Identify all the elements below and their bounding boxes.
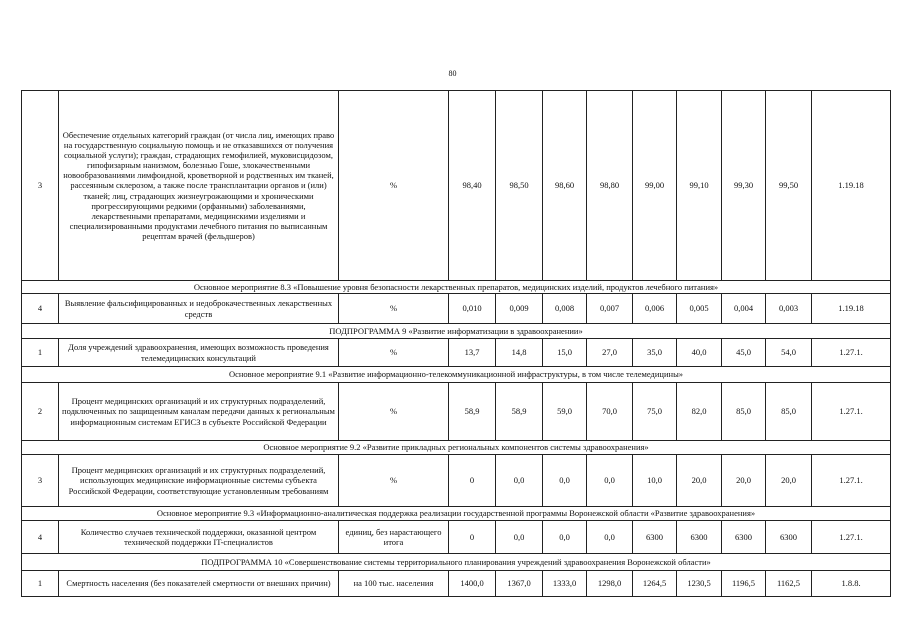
indicator-value: 59,0 bbox=[543, 383, 587, 441]
unit-of-measure: % bbox=[339, 294, 449, 324]
table-row bbox=[22, 294, 891, 324]
unit-of-measure: единиц, без нарастающего итога bbox=[339, 521, 449, 554]
indicator-name: Выявление фальсифицированных и недоброкачественных лекарственных средств bbox=[59, 294, 339, 324]
indicator-value: 0,010 bbox=[449, 294, 496, 324]
section-heading-row bbox=[22, 507, 891, 521]
indicator-value: 98,60 bbox=[543, 91, 587, 281]
indicator-value: 85,0 bbox=[766, 383, 812, 441]
indicator-value: 14,8 bbox=[496, 339, 543, 367]
section-heading-row bbox=[22, 441, 891, 455]
page-number: 80 bbox=[448, 69, 457, 78]
indicator-value: 54,0 bbox=[766, 339, 812, 367]
row-number: 4 bbox=[22, 521, 59, 554]
indicator-value: 13,7 bbox=[449, 339, 496, 367]
indicator-value: 99,00 bbox=[633, 91, 677, 281]
indicator-value: 82,0 bbox=[677, 383, 722, 441]
section-heading-row bbox=[22, 554, 891, 571]
indicator-value: 99,30 bbox=[722, 91, 766, 281]
indicators-table bbox=[21, 90, 891, 597]
indicator-name: Количество случаев технической поддержки, оказанной центром технической поддержки IT-специалистов bbox=[59, 521, 339, 554]
section-heading-row bbox=[22, 324, 891, 339]
indicator-value: 0,0 bbox=[587, 521, 633, 554]
indicator-value: 1162,5 bbox=[766, 571, 812, 597]
indicator-value: 35,0 bbox=[633, 339, 677, 367]
section-heading: Основное мероприятие 8.3 «Повышение уровня безопасности лекарственных препаратов, медицинских изделий, продуктов лечебного питания» bbox=[22, 281, 891, 294]
calculation-method-code: 1.8.8. bbox=[812, 571, 891, 597]
indicator-value: 0,0 bbox=[543, 521, 587, 554]
indicator-value: 0 bbox=[449, 521, 496, 554]
unit-of-measure: % bbox=[339, 91, 449, 281]
indicator-value: 0,0 bbox=[587, 455, 633, 507]
indicator-value: 45,0 bbox=[722, 339, 766, 367]
indicator-value: 0,009 bbox=[496, 294, 543, 324]
indicator-value: 0,0 bbox=[543, 455, 587, 507]
section-heading: ПОДПРОГРАММА 9 «Развитие информатизации в здравоохранении» bbox=[22, 324, 891, 339]
indicator-value: 1298,0 bbox=[587, 571, 633, 597]
indicator-value: 1400,0 bbox=[449, 571, 496, 597]
indicator-name: Процент медицинских организаций и их структурных подразделений, подключенных по защищенным каналам передачи данных к региональным информационным системам ЕГИСЗ в субъекте Российской Федерации bbox=[59, 383, 339, 441]
indicator-value: 1230,5 bbox=[677, 571, 722, 597]
calculation-method-code: 1.27.1. bbox=[812, 339, 891, 367]
indicator-value: 0,008 bbox=[543, 294, 587, 324]
indicator-value: 27,0 bbox=[587, 339, 633, 367]
row-number: 4 bbox=[22, 294, 59, 324]
calculation-method-code: 1.27.1. bbox=[812, 455, 891, 507]
section-heading: Основное мероприятие 9.2 «Развитие прикладных региональных компонентов системы здравоохранения» bbox=[22, 441, 891, 455]
section-heading: Основное мероприятие 9.3 «Информационно-аналитическая поддержка реализации государственной программы Воронежской области «Развитие здравоохранения» bbox=[22, 507, 891, 521]
indicator-value: 0,003 bbox=[766, 294, 812, 324]
indicator-value: 85,0 bbox=[722, 383, 766, 441]
calculation-method-code: 1.27.1. bbox=[812, 521, 891, 554]
indicator-value: 98,80 bbox=[587, 91, 633, 281]
indicator-value: 0,0 bbox=[496, 521, 543, 554]
indicator-value: 98,40 bbox=[449, 91, 496, 281]
row-number: 3 bbox=[22, 91, 59, 281]
row-number: 1 bbox=[22, 571, 59, 597]
calculation-method-code: 1.19.18 bbox=[812, 294, 891, 324]
indicator-value: 1367,0 bbox=[496, 571, 543, 597]
table-row bbox=[22, 455, 891, 507]
indicator-value: 15,0 bbox=[543, 339, 587, 367]
indicator-value: 75,0 bbox=[633, 383, 677, 441]
indicator-value: 99,10 bbox=[677, 91, 722, 281]
table-row bbox=[22, 91, 891, 281]
indicator-name: Процент медицинских организаций и их структурных подразделений, использующих медицинские информационные системы субъекта Российской Федерации, соответствующие установленным требованиям bbox=[59, 455, 339, 507]
indicator-value: 58,9 bbox=[449, 383, 496, 441]
indicator-value: 20,0 bbox=[722, 455, 766, 507]
section-heading: Основное мероприятие 9.1 «Развитие информационно-телекоммуникационной инфраструктуры, в том числе телемедицины» bbox=[22, 367, 891, 383]
table-row bbox=[22, 339, 891, 367]
indicator-name: Обеспечение отдельных категорий граждан (от числа лиц, имеющих право на государственную социальную помощь и не отказавшихся от получения социальной услуги); граждан, страдающих гемофилией, муковисцидозом, гипофизарным нанизмом, болезнью Гоше, злокачественными новообразованиями лимфоидной, кроветворной и родственных им тканей, рассеянным склерозом, а также после трансплантации органов и (или) тканей; лиц, страдающих жизнеугрожающими и хроническими прогрессирующими редкими (орфанными) заболеваниями, лекарственными препаратами, медицинскими изделиями и специализированными продуктами лечебного питания по выписанным рецептам врачей (фельдшеров) bbox=[59, 91, 339, 281]
row-number: 2 bbox=[22, 383, 59, 441]
table-row bbox=[22, 521, 891, 554]
indicator-value: 1264,5 bbox=[633, 571, 677, 597]
unit-of-measure: на 100 тыс. населения bbox=[339, 571, 449, 597]
indicator-value: 0,005 bbox=[677, 294, 722, 324]
indicator-value: 98,50 bbox=[496, 91, 543, 281]
indicator-value: 58,9 bbox=[496, 383, 543, 441]
indicator-value: 20,0 bbox=[677, 455, 722, 507]
section-heading-row bbox=[22, 367, 891, 383]
indicator-value: 1333,0 bbox=[543, 571, 587, 597]
table-row bbox=[22, 383, 891, 441]
indicator-value: 0,004 bbox=[722, 294, 766, 324]
indicator-value: 0,006 bbox=[633, 294, 677, 324]
unit-of-measure: % bbox=[339, 455, 449, 507]
indicator-name: Доля учреждений здравоохранения, имеющих возможность проведения телемедицинских консультаций bbox=[59, 339, 339, 367]
indicator-value: 40,0 bbox=[677, 339, 722, 367]
unit-of-measure: % bbox=[339, 383, 449, 441]
calculation-method-code: 1.27.1. bbox=[812, 383, 891, 441]
indicator-value: 0,0 bbox=[496, 455, 543, 507]
indicator-value: 1196,5 bbox=[722, 571, 766, 597]
row-number: 3 bbox=[22, 455, 59, 507]
section-heading: ПОДПРОГРАММА 10 «Совершенствование системы территориального планирования учреждений здравоохранения Воронежской области» bbox=[22, 554, 891, 571]
section-heading-row bbox=[22, 281, 891, 294]
indicator-value: 10,0 bbox=[633, 455, 677, 507]
indicator-value: 6300 bbox=[722, 521, 766, 554]
indicator-value: 6300 bbox=[766, 521, 812, 554]
indicator-value: 6300 bbox=[677, 521, 722, 554]
calculation-method-code: 1.19.18 bbox=[812, 91, 891, 281]
indicator-value: 70,0 bbox=[587, 383, 633, 441]
indicator-value: 6300 bbox=[633, 521, 677, 554]
indicator-name: Смертность населения (без показателей смертности от внешних причин) bbox=[59, 571, 339, 597]
row-number: 1 bbox=[22, 339, 59, 367]
table-row bbox=[22, 571, 891, 597]
indicator-value: 20,0 bbox=[766, 455, 812, 507]
indicator-value: 0 bbox=[449, 455, 496, 507]
indicator-value: 0,007 bbox=[587, 294, 633, 324]
unit-of-measure: % bbox=[339, 339, 449, 367]
indicator-value: 99,50 bbox=[766, 91, 812, 281]
